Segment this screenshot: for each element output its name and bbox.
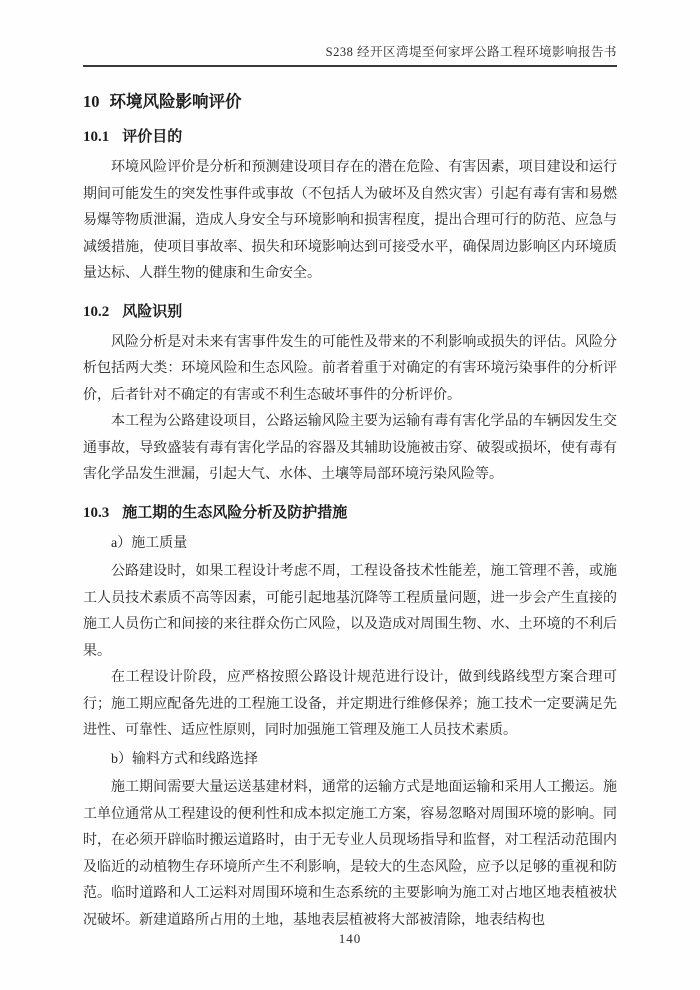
header-rule: [83, 65, 617, 67]
section-heading-10-1: [83, 126, 617, 148]
section-number-10-3: 10.3: [83, 504, 110, 521]
chapter-title: 环境风险影响评价: [109, 93, 242, 111]
paragraph-10-2-1: 风险分析是对未来有害事件发生的可能性及带来的不利影响或损失的评估。风险分析包括两大类：环境风险和生态风险。前者着重于对确定的有害环境污染事件的分析评价，后者针对不确定的有害或不利生态破坏事件的分析评价。: [83, 334, 617, 403]
section-title-10-1: 评价目的: [122, 128, 183, 145]
page-footer: [0, 930, 700, 948]
page-number: 140: [338, 931, 362, 946]
section-number-10-1: 10.1: [83, 129, 110, 145]
paragraph-10-3-a-1: 公路建设时，如果工程设计考虑不周，工程设备技术性能差，施工管理不善，或施工人员技术素质不高等因素，可能引起地基沉降等工程质量问题，进一步会产生直接的施工人员伤亡和间接的来往群众伤亡风险，以及造成对周围生物、水、土环境的不利后果。: [83, 564, 617, 659]
section-heading-10-3: [83, 502, 617, 524]
subitem-a-label: a）施工质量: [111, 535, 188, 551]
paragraph-10-1-1: 环境风险评价是分析和预测建设项目存在的潜在危险、有害因素，项目建设和运行期间可能发生的突发性事件或事故（不包括人为破坏及自然灾害）引起有毒有害和易燃易爆等物质泄漏，造成人身安全与环境影响和损害程度，提出合理可行的防范、应急与减缓措施，使项目事故率、损失和环境影响达到可接受水平，确保周边影响区内环境质量达标、人群生物的健康和生命安全。: [83, 160, 617, 281]
section-heading-10-2: [83, 301, 617, 323]
section-title-10-3: 施工期的生态风险分析及防护措施: [122, 503, 348, 521]
paragraph-10-2-2: 本工程为公路建设项目，公路运输风险主要为运输有毒有害化学品的车辆因发生交通事故，导致盛装有毒有害化学品的容器及其辅助设施被击穿、破裂或损坏，使有毒有害化学品发生泄漏，引起大气、水体、土壤等局部环境污染风险等。: [83, 414, 617, 482]
header-title: S238 经开区湾堤至何家坪公路工程环境影响报告书: [325, 45, 617, 59]
chapter-heading: [83, 91, 617, 113]
subitem-b-label: b）输料方式和线路选择: [111, 751, 258, 767]
section-title-10-2: 风险识别: [122, 302, 183, 320]
section-number-10-2: 10.2: [83, 303, 110, 320]
paragraph-10-3-a-2: 在工程设计阶段，应严格按照公路设计规范进行设计，做到线路线型方案合理可行；施工期应配备先进的工程施工设备，并定期进行维修保养；施工技术一定要满足先进性、可靠性、适应性原则，同时加强施工管理及施工人员技术素质。: [83, 670, 617, 738]
chapter-number: 10: [83, 92, 100, 111]
page-header: [83, 42, 617, 67]
document-content: [83, 72, 617, 934]
paragraph-10-3-b-1: 施工期间需要大量运送基建材料，通常的运输方式是地面运输和采用人工搬运。施工单位通常从工程建设的便利性和成本拟定施工方案，容易忽略对周围环境的影响。同时，在必须开辟临时搬运道路时，由于无专业人员现场指导和监督，对工程活动范围内及临近的动植物生存环境所产生不利影响，是较大的生态风险，应予以足够的重视和防范。临时道路和人工运料对周围环境和生态系统的主要影响为施工对占地区地表植被状况破坏。新建道路所占用的土地，基地表层植被将大部被清除，地表结构也: [83, 780, 617, 928]
